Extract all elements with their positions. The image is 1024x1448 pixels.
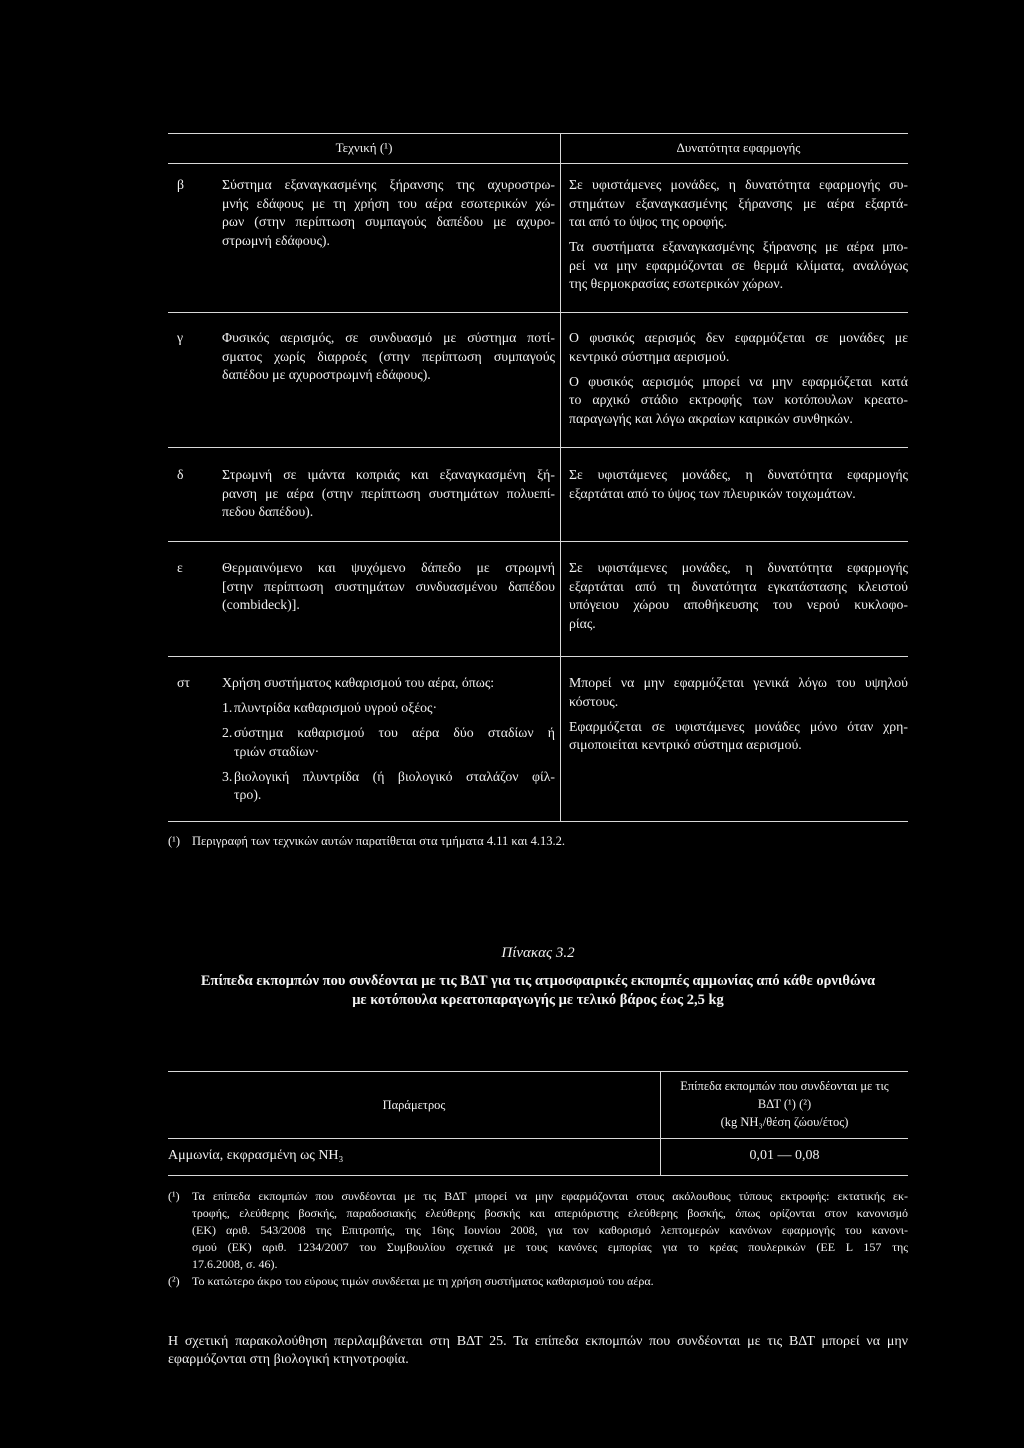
- list-item-number: 2.: [222, 725, 233, 740]
- row-divider: [168, 312, 908, 313]
- header-levels-line: ΒΔΤ (¹) (²): [757, 1097, 812, 1111]
- header-levels: [661, 1077, 908, 1131]
- footnote-line: (ΕΚ) αριθ. 543/2008 της Επιτροπής, της 16ης Ιουνίου 2008, για τον καθορισμό λεπτομερών κανόνων εφαρμογής του κανονι-: [192, 1222, 908, 1237]
- technique-line: μνής εδάφους με τη χρήση του αέρα εσωτερικών χώ-: [222, 195, 555, 211]
- applicability-line: ται από το ύψος της οροφής.: [569, 214, 728, 229]
- parameter-cell: Αμμωνία, εκφρασμένη ως NH₃: [168, 1148, 344, 1163]
- applicability-line: εξαρτάται από τη δυνατότητα εγκατάστασης κλειστού: [569, 578, 908, 594]
- list-item: [222, 699, 555, 718]
- table-title: [168, 972, 908, 1010]
- applicability-line: κεντρικό σύστημα αερισμού.: [569, 348, 730, 364]
- applicability-line: στημάτων εξαναγκασμένης ξήρανσης με αέρα εξαρτά-: [569, 195, 908, 211]
- technique-line: Φυσικός αερισμός, σε συνδυασμό με σύστημα ποτί-: [222, 330, 555, 345]
- list-item-line: τρο).: [234, 787, 262, 802]
- applicability-line: Σε υφιστάμενες μονάδες, η δυνατότητα εφαρμογής συ-: [569, 177, 908, 192]
- footnote-line: Τα επίπεδα εκπομπών που συνδέονται με τις ΒΔΤ μπορεί να μην εφαρμόζονται στους ακόλουθους τύπους εκτροφής: εκτατικής εκ-: [192, 1188, 908, 1203]
- applicability-paragraph: [569, 674, 908, 711]
- footnote-text: [192, 1188, 908, 1273]
- technique-line: ρανση με αέρα (στην περίπτωση συστημάτων πολυεπί-: [222, 485, 555, 501]
- applicability-line: υπόγειου χώρου αποθήκευσης του νερού κυκλοφο-: [569, 597, 908, 612]
- applicability-paragraph: [569, 373, 908, 429]
- applicability-paragraph: [569, 559, 908, 633]
- table-title-line: με κοτόπουλα κρεατοπαραγωγής με τελικό βάρος έως 2,5 kg: [352, 992, 724, 1008]
- row-divider: [168, 656, 908, 657]
- technique-cell: [222, 329, 555, 385]
- applicability-cell: [569, 466, 908, 503]
- list-item-number: 3.: [222, 768, 233, 784]
- applicability-paragraph: [569, 466, 908, 503]
- applicability-line: Τα συστήματα εξαναγκασμένης ξήρανσης με αέρα μπο-: [569, 239, 908, 254]
- table-title-line: Επίπεδα εκπομπών που συνδέονται με τις ΒΔΤ για τις ατμοσφαιρικές εκπομπές αμμωνίας από κάθε ορνιθώνα: [200, 973, 876, 989]
- technique-line: Θερμαινόμενο και ψυχόμενο δάπεδο με στρωμνή: [222, 560, 555, 575]
- applicability-line: ρίας.: [569, 615, 596, 631]
- footnote-marker: (²): [168, 1273, 180, 1288]
- technique-line: πεδου δαπέδου).: [222, 504, 314, 519]
- applicability-line: Ο φυσικός αερισμός μπορεί να μην εφαρμόζεται κατά: [569, 373, 908, 389]
- header-rule: [168, 163, 908, 164]
- list-item-line: τριών σταδίων·: [234, 743, 320, 759]
- paragraph-line: Η σχετική παρακολούθηση περιλαμβάνεται στη ΒΔΤ 25. Τα επίπεδα εκπομπών που συνδέονται με τις ΒΔΤ μπορεί να μην: [168, 1334, 908, 1349]
- column-divider: [560, 133, 561, 821]
- technique-line: (combideck)].: [222, 597, 300, 612]
- header-parameter: Παράμετρος: [382, 1098, 446, 1112]
- table-top-rule: [168, 133, 908, 134]
- list-item-number: 1.: [222, 700, 233, 715]
- technique-cell: [222, 176, 555, 250]
- footnote-line: 17.6.2008, σ. 46).: [192, 1256, 278, 1271]
- applicability-line: Σε υφιστάμενες μονάδες, η δυνατότητα εφαρμογής: [569, 560, 908, 575]
- footnote-text: [192, 1273, 908, 1290]
- technique-line: σματος χωρίς διαρροές (στην περίπτωση συμπαγούς: [222, 348, 555, 364]
- row-divider: [168, 541, 908, 542]
- technique-intro: Χρήση συστήματος καθαρισμού του αέρα, όπως:: [222, 675, 495, 690]
- applicability-paragraph: [569, 238, 908, 294]
- row-divider: [168, 447, 908, 448]
- closing-paragraph: [168, 1333, 908, 1369]
- header-rule: [168, 1138, 908, 1139]
- row-label: στ: [177, 675, 190, 690]
- footnote-line: σμού (ΕΚ) αριθ. 1234/2007 του Συμβουλίου σχετικά με τους κανόνες εμπορίας για το κρέας πουλερικών (ΕΕ L 157 της: [192, 1239, 908, 1254]
- header-levels-line: Επίπεδα εκπομπών που συνδέονται με τις: [680, 1079, 889, 1093]
- table-caption: Πίνακας 3.2: [501, 945, 575, 961]
- applicability-line: της θερμοκρασίας εσωτερικών χώρων.: [569, 276, 784, 291]
- technique-cell: [222, 559, 555, 615]
- technique-line: στρωμνή εδάφους).: [222, 232, 330, 248]
- applicability-line: Μπορεί να μην εφαρμόζεται γενικά λόγω του υψηλού: [569, 675, 908, 690]
- applicability-line: σιμοποιείται κεντρικό σύστημα αερισμού.: [569, 737, 802, 752]
- applicability-paragraph: [569, 718, 908, 755]
- technique-line: δαπέδου με αχυροστρωμνή εδάφους).: [222, 367, 431, 382]
- header-applicability: Δυνατότητα εφαρμογής: [676, 140, 801, 155]
- applicability-cell: [569, 329, 908, 428]
- table-bottom-rule: [168, 1175, 908, 1176]
- applicability-line: Εφαρμόζεται σε υφιστάμενες μονάδες μόνο όταν χρη-: [569, 718, 908, 734]
- applicability-line: ρεί να μην εφαρμόζονται σε θερμά κλίματα, αναλόγως: [569, 257, 908, 273]
- applicability-cell: [569, 674, 908, 755]
- row-label: δ: [177, 467, 184, 482]
- applicability-line: παραγωγής και λόγω ακραίων καιρικών συνθηκών.: [569, 410, 853, 426]
- row-label: β: [177, 177, 185, 192]
- technique-line: ρων (στην περίπτωση συμπαγούς δαπέδου με αχυρο-: [222, 214, 555, 229]
- technique-line: [στην περίπτωση συστημάτων συνδυασμένου δαπέδου: [222, 578, 555, 594]
- list-item-line: βιολογική πλυντρίδα (ή βιολογικό σταλάζον φίλ-: [234, 768, 555, 784]
- footnote-marker: (¹): [168, 1188, 180, 1203]
- footnote-marker: (¹): [168, 834, 181, 848]
- row-label: ε: [177, 560, 183, 575]
- applicability-line: το αρχικό στάδιο εκτροφής των κοτόπουλων κρεατο-: [569, 392, 908, 407]
- footnote-line: Το κατώτερο άκρο του εύρους τιμών συνδέεται με τη χρήση συστήματος καθαρισμού του αέρα.: [192, 1273, 654, 1288]
- applicability-line: κόστους.: [569, 693, 619, 709]
- applicability-line: εξαρτάται από το ύψος των πλευρικών τοιχωμάτων.: [569, 485, 856, 501]
- technique-line: Στρωμνή σε ιμάντα κοπριάς και εξαναγκασμένη ξή-: [222, 467, 555, 482]
- applicability-cell: [569, 559, 908, 633]
- table-bottom-rule: [168, 821, 908, 822]
- header-levels-line: (kg NH₃/θέση ζώου/έτος): [720, 1115, 849, 1129]
- technique-line: Σύστημα εξαναγκασμένης ξήρανσης της αχυροστρω-: [222, 177, 555, 192]
- technique-cell: [222, 674, 555, 805]
- list-item-line: πλυντρίδα καθαρισμού υγρού οξέος·: [234, 700, 438, 715]
- applicability-paragraph: [569, 176, 908, 232]
- footnote-line: τροφής, ελεύθερης βοσκής, παραδοσιακής ελεύθερης βοσκής και απεριόριστης ελεύθερης βοσκής, όπως ορίζονται στον κανονισμό: [192, 1205, 908, 1220]
- applicability-line: Ο φυσικός αερισμός δεν εφαρμόζεται σε μονάδες με: [569, 330, 908, 345]
- paragraph-line: εφαρμόζονται στη βιολογική κτηνοτροφία.: [168, 1352, 409, 1367]
- applicability-paragraph: [569, 329, 908, 366]
- row-label: γ: [177, 330, 184, 345]
- applicability-cell: [569, 176, 908, 294]
- table-top-rule: [168, 1071, 908, 1072]
- value-cell: 0,01 — 0,08: [749, 1148, 820, 1163]
- footnote-text: Περιγραφή των τεχνικών αυτών παρατίθεται στα τμήματα 4.11 και 4.13.2.: [192, 834, 565, 848]
- list-item: [222, 724, 555, 761]
- list-item: [222, 768, 555, 805]
- header-technique: Τεχνική (¹): [335, 140, 393, 155]
- list-item-line: σύστημα καθαρισμού του αέρα δύο σταδίων ή: [234, 725, 555, 740]
- applicability-line: Σε υφιστάμενες μονάδες, η δυνατότητα εφαρμογής: [569, 467, 908, 482]
- technique-cell: [222, 466, 555, 522]
